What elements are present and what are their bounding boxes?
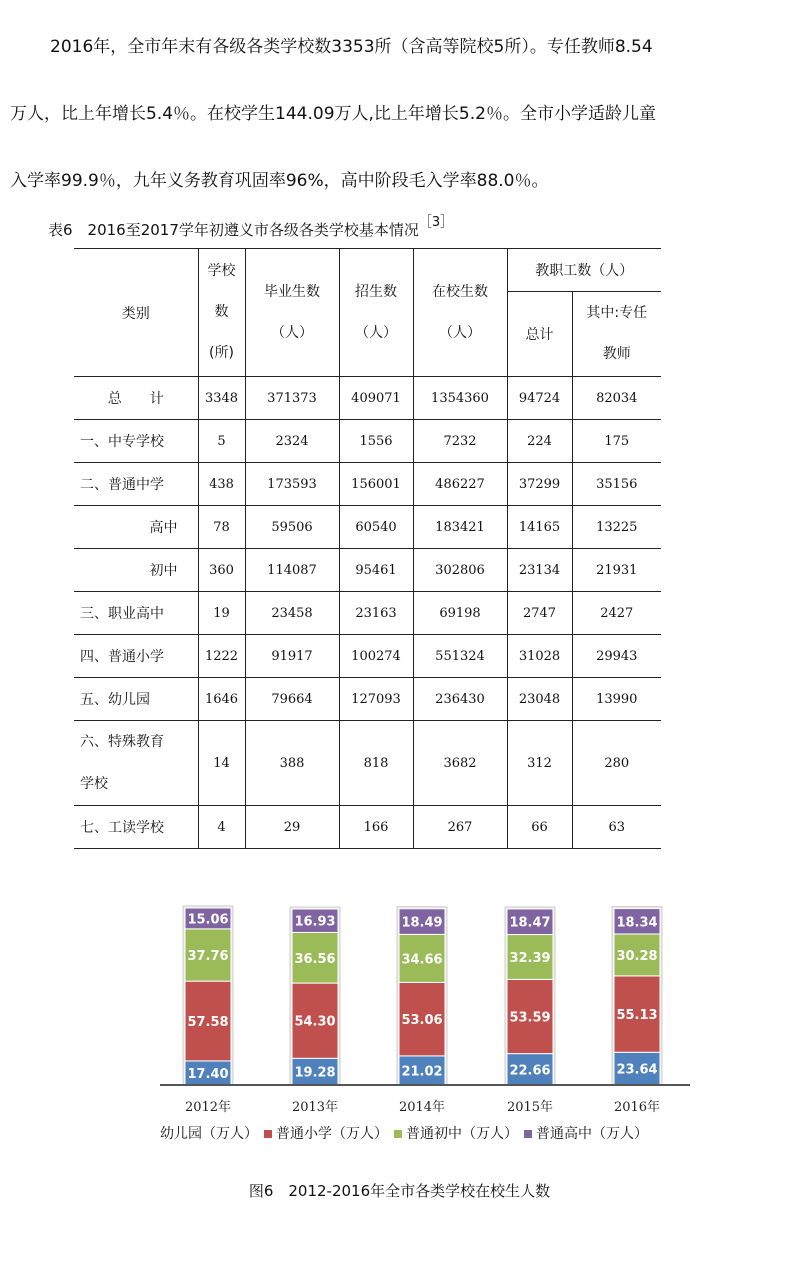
school-stats-table [74,248,661,849]
header-staff-teachers: 其中:专任 教师 [572,292,661,377]
table-cell: 302806 [413,549,507,592]
row-label: 高中 [74,506,198,549]
table-cell: 5 [198,420,245,463]
chart-legend [160,1123,654,1143]
table-cell: 183421 [413,506,507,549]
x-tick-label: 2012年 [184,1100,232,1115]
table-cell: 2324 [245,420,339,463]
table-cell: 388 [245,721,339,806]
table-cell: 224 [507,420,572,463]
row-label: 二、普通中学 [74,463,198,506]
table-cell: 3348 [198,377,245,420]
table-cell: 14165 [507,506,572,549]
header-enrollment: 招生数 （人） [339,249,413,377]
legend-item [160,1123,258,1143]
table-cell: 69198 [413,592,507,635]
data-label: 15.06 [187,912,229,928]
data-label: 32.39 [509,950,551,966]
x-tick-label: 2014年 [398,1100,446,1115]
row-label: 三、职业高中 [74,592,198,635]
table-row [74,463,661,506]
data-label: 34.66 [401,952,443,968]
table-row [74,506,661,549]
table-cell: 280 [572,721,661,806]
table-cell: 23134 [507,549,572,592]
table-cell: 114087 [245,549,339,592]
table-cell: 63 [572,806,661,849]
header-staff: 教职工数（人） [507,249,661,292]
data-label: 22.66 [509,1063,551,1079]
table-row [74,420,661,463]
data-label: 57.58 [187,1015,229,1031]
table-cell: 1646 [198,678,245,721]
table-cell: 236430 [413,678,507,721]
table-row [74,635,661,678]
data-label: 18.34 [616,915,658,931]
students-stacked-bar-chart [150,870,710,1150]
legend-item [524,1123,648,1143]
table-cell: 31028 [507,635,572,678]
header-students: 在校生数 （人） [413,249,507,377]
legend-swatch [394,1130,402,1138]
x-tick-label: 2013年 [291,1100,339,1115]
table-cell: 13990 [572,678,661,721]
table-caption: 表6 2016至2017学年初遵义市各级各类学校基本情况$^{[3]}$ [48,215,454,239]
table-cell: 59506 [245,506,339,549]
row-label: 六、特殊教育 学校 [74,721,198,806]
table-cell: 127093 [339,678,413,721]
legend-swatch [264,1130,272,1138]
table-cell: 7232 [413,420,507,463]
header-graduates: 毕业生数 （人） [245,249,339,377]
data-label: 19.28 [294,1065,336,1081]
table-reference: ［3］ [418,215,454,230]
data-label: 37.76 [187,949,229,965]
header-schools: 学校 数 (所) [198,249,245,377]
table-cell: 166 [339,806,413,849]
legend-item [264,1123,388,1143]
table-cell: 79664 [245,678,339,721]
table-cell: 29 [245,806,339,849]
row-label: 五、幼儿园 [74,678,198,721]
table-cell: 1222 [198,635,245,678]
x-tick-label: 2015年 [506,1100,554,1115]
table-row [74,721,661,806]
table-cell: 818 [339,721,413,806]
table-cell: 486227 [413,463,507,506]
table-cell: 1354360 [413,377,507,420]
table-cell: 2427 [572,592,661,635]
chart-svg [150,870,710,1150]
table-cell: 173593 [245,463,339,506]
table-cell: 23458 [245,592,339,635]
table-cell: 21931 [572,549,661,592]
legend-swatch [524,1130,532,1138]
paragraph-line-3: 入学率99.9％，九年义务教育巩固率96%，高中阶段毛入学率88.0％。 [10,171,549,191]
legend-label: 普通高中（万人） [536,1126,648,1142]
legend-label: 普通小学（万人） [276,1126,388,1142]
figure-caption: 图6 2012-2016年全市各类学校在校生人数 [248,1182,551,1200]
row-label: 一、中专学校 [74,420,198,463]
table-cell: 156001 [339,463,413,506]
paragraph-line-2: 万人，比上年增长5.4％。在校学生144.09万人,比上年增长5.2％。全市小学适龄儿童 [10,104,656,124]
paragraph-line-1: 2016年，全市年末有各级各类学校数3353所（含高等院校5所）。专任教师8.54 [50,37,653,57]
table-row [74,377,661,420]
table-cell: 19 [198,592,245,635]
row-label: 初中 [74,549,198,592]
data-label: 55.13 [616,1008,658,1024]
x-tick-label: 2016年 [613,1100,661,1115]
table-cell: 2747 [507,592,572,635]
legend-label: 普通初中（万人） [406,1126,518,1142]
table-cell: 312 [507,721,572,806]
table-cell: 409071 [339,377,413,420]
table-cell: 360 [198,549,245,592]
data-label: 23.64 [616,1062,658,1078]
intro-paragraph [10,14,790,215]
table-cell: 438 [198,463,245,506]
table-row [74,549,661,592]
data-label: 30.28 [616,948,658,964]
table-cell: 94724 [507,377,572,420]
table-cell: 91917 [245,635,339,678]
table-cell: 95461 [339,549,413,592]
table-cell: 13225 [572,506,661,549]
table-cell: 23163 [339,592,413,635]
table-cell: 82034 [572,377,661,420]
table-cell: 37299 [507,463,572,506]
table-cell: 60540 [339,506,413,549]
legend-label: 幼儿园（万人） [160,1126,258,1142]
data-label: 53.06 [401,1013,443,1029]
table-cell: 66 [507,806,572,849]
data-label: 54.30 [294,1014,336,1030]
data-label: 53.59 [509,1010,551,1026]
table-cell: 35156 [572,463,661,506]
table-cell: 551324 [413,635,507,678]
table-cell: 29943 [572,635,661,678]
data-label: 18.49 [401,915,443,931]
table-row [74,806,661,849]
row-label: 总 计 [74,377,198,420]
table-row [74,678,661,721]
table-cell: 4 [198,806,245,849]
table-cell: 267 [413,806,507,849]
table-cell: 175 [572,420,661,463]
table-cell: 3682 [413,721,507,806]
table-cell: 23048 [507,678,572,721]
data-label: 17.40 [187,1066,229,1082]
data-label: 21.02 [401,1064,443,1080]
data-label: 16.93 [294,914,336,930]
legend-item [394,1123,518,1143]
row-label: 七、工读学校 [74,806,198,849]
table-cell: 78 [198,506,245,549]
table-cell: 14 [198,721,245,806]
row-label: 四、普通小学 [74,635,198,678]
data-label: 36.56 [294,951,336,967]
header-staff-total: 总计 [507,292,572,377]
table-row [74,592,661,635]
table-cell: 371373 [245,377,339,420]
data-label: 18.47 [509,915,551,931]
header-category: 类别 [74,249,198,377]
table-cell: 100274 [339,635,413,678]
table-cell: 1556 [339,420,413,463]
